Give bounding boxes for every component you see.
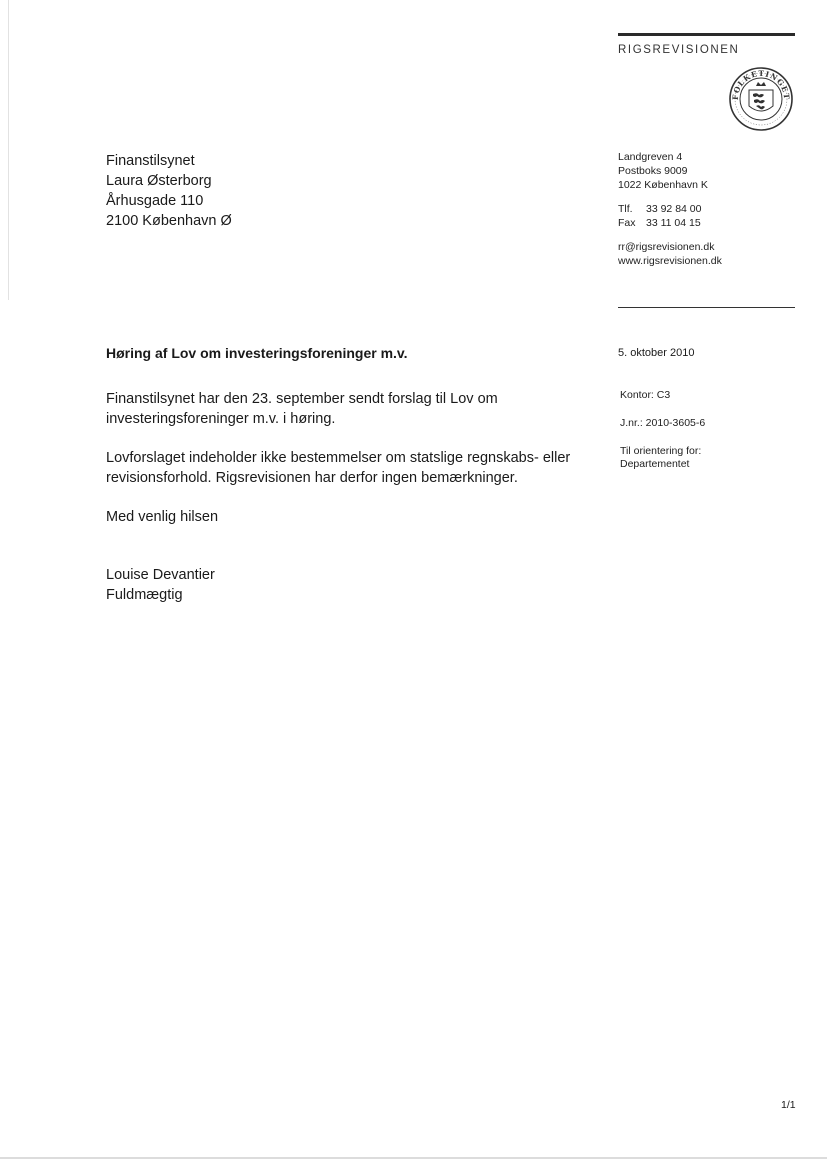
body-paragraph: Finanstilsynet har den 23. september sendt forslag til Lov om investeringsforeninger m.v. i høring. (106, 391, 498, 427)
cc-label: Til orientering for: (620, 445, 702, 457)
page-edge (8, 0, 9, 300)
sender-website: www.rigsrevisionen.dk (618, 255, 722, 267)
signer-title: Fuldmægtig (106, 587, 183, 603)
page-number: 1/1 (781, 1099, 796, 1111)
sender-pobox: Postboks 9009 (618, 165, 688, 177)
sender-street: Landgreven 4 (618, 151, 683, 163)
letter-date: 5. oktober 2010 (618, 347, 695, 359)
reference-block (620, 389, 705, 471)
signature-block (106, 565, 215, 605)
body-paragraph: Lovforslaget indeholder ikke bestemmelser om statslige regnskabs- eller revisionsforhold. Rigsrevisionen har derfor ingen bemærkninger. (106, 450, 571, 486)
signer-name: Louise Devantier (106, 567, 215, 583)
letter-body (106, 389, 586, 546)
cc-recipient: Departementet (620, 458, 690, 470)
office-reference: Kontor: C3 (620, 389, 671, 401)
page-bottom-edge (0, 1157, 827, 1159)
folketinget-seal-icon (728, 66, 794, 132)
sender-contact (618, 150, 722, 268)
svg-text:FOLKETINGET: FOLKETINGET (730, 68, 792, 101)
sender-phone: Tlf. 33 92 84 00 (618, 203, 702, 215)
recipient-street: Århusgade 110 (106, 193, 204, 209)
closing-line: Med venlig hilsen (106, 509, 219, 525)
letterhead-rule (618, 33, 795, 36)
sender-email: rr@rigsrevisionen.dk (618, 241, 715, 253)
recipient-person: Laura Østerborg (106, 173, 212, 189)
brand-name: RIGSREVISIONEN (618, 44, 740, 56)
recipient-city: 2100 København Ø (106, 213, 232, 229)
sender-fax: Fax 33 11 04 15 (618, 217, 701, 229)
sender-city: 1022 København K (618, 179, 708, 191)
recipient-org: Finanstilsynet (106, 153, 195, 169)
letter-subject: Høring af Lov om investeringsforeninger m.v. (106, 345, 408, 361)
recipient-address (106, 151, 232, 231)
sidebar-divider (618, 307, 795, 308)
journal-number: J.nr.: 2010-3605-6 (620, 417, 706, 429)
